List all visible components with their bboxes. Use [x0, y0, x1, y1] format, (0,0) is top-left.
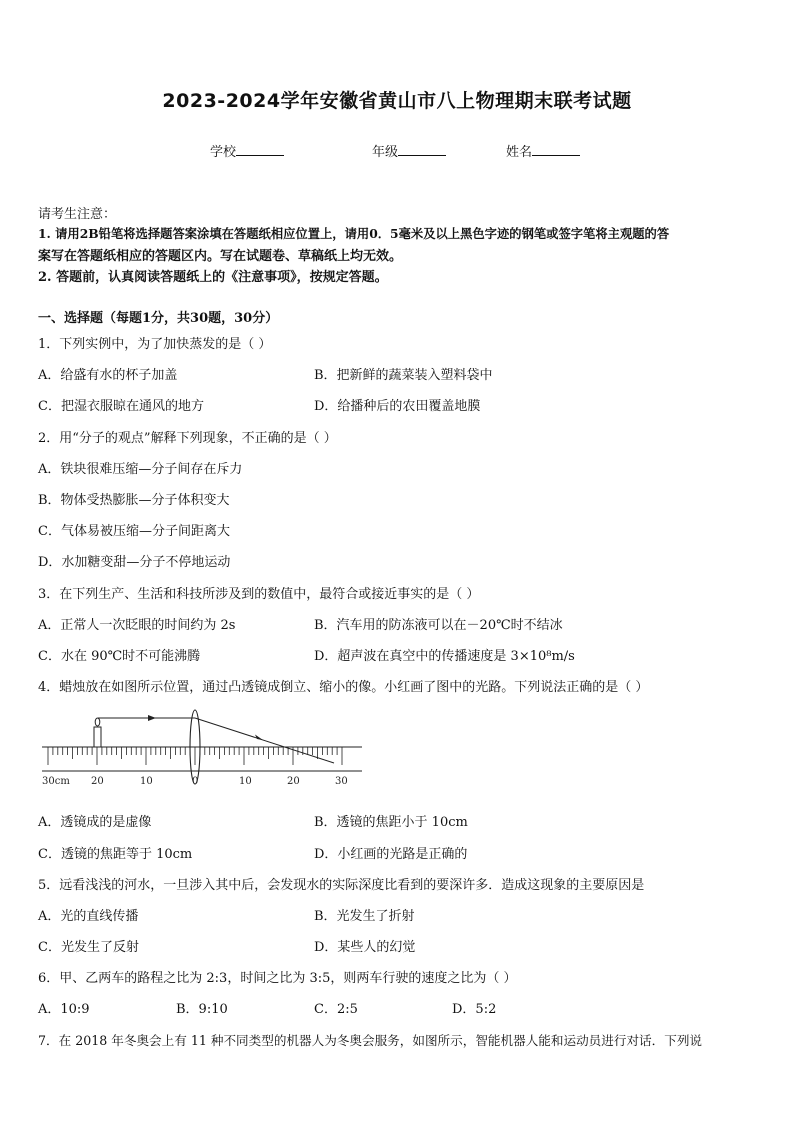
ray-arrow-icon [148, 715, 156, 721]
school-blank[interactable] [236, 143, 284, 156]
q5-option-a[interactable]: A．光的直线传播 [38, 909, 139, 924]
grade-field[interactable] [372, 141, 446, 160]
ruler-label-10-left: 10 [140, 776, 153, 787]
q6-option-d[interactable]: D．5:2 [452, 1002, 497, 1017]
q1-option-a[interactable]: A．给盛有水的杯子加盖 [38, 368, 178, 383]
q2-option-b[interactable]: B．物体受热膨胀—分子体积变大 [38, 493, 230, 508]
q2-stem: 2．用“分子的观点”解释下列现象，不正确的是（ ） [38, 431, 337, 446]
q5-stem: 5．远看浅浅的河水，一旦涉入其中后，会发现水的实际深度比看到的要深许多．造成这现象的主要原因是 [38, 878, 645, 893]
notice-line1a: 1. 请用2B铅笔将选择题答案涂填在答题纸相应位置上，请用0．5毫米及以上黑色字迹的钢笔或签字笔将主观题的答 [38, 226, 670, 241]
q2-option-a[interactable]: A．铁块很难压缩—分子间存在斥力 [38, 462, 243, 477]
q6-option-a[interactable]: A．10:9 [38, 1002, 90, 1017]
q6-option-b[interactable]: B．9:10 [176, 1002, 228, 1017]
q3-stem: 3．在下列生产、生活和科技所涉及到的数值中，最符合或接近事实的是（ ） [38, 587, 480, 602]
name-blank[interactable] [532, 143, 580, 156]
notice-heading: 请考生注意： [38, 207, 117, 222]
q2-option-c[interactable]: C．气体易被压缩—分子间距离大 [38, 524, 230, 539]
q7-stem: 7．在 2018 年冬奥会上有 11 种不同类型的机器人为冬奥会服务，如图所示，智能机器人能和运动员进行对话．下列说 [38, 1033, 703, 1048]
q1-option-b[interactable]: B．把新鲜的蔬菜装入塑料袋中 [314, 368, 493, 383]
q5-option-b[interactable]: B．光发生了折射 [314, 909, 415, 924]
q4-stem: 4．蜡烛放在如图所示位置，通过凸透镜成倒立、缩小的像。小红画了图中的光路。下列说法正确的是（ ） [38, 680, 649, 695]
q6-stem: 6．甲、乙两车的路程之比为 2:3，时间之比为 3:5，则两车行驶的速度之比为（ ） [38, 971, 517, 986]
ruler-ticks [48, 747, 342, 765]
ruler-labels [42, 776, 348, 787]
optical-bench-ruler [42, 747, 362, 771]
q1-option-c[interactable]: C．把湿衣服晾在通风的地方 [38, 399, 204, 414]
q4-option-a[interactable]: A．透镜成的是虚像 [38, 815, 152, 830]
section-heading: 一、选择题（每题1分，共30题，30分） [38, 311, 279, 326]
q3-option-b[interactable]: B．汽车用的防冻液可以在－20℃时不结冰 [314, 618, 563, 633]
notice-line1b: 案写在答题纸相应的答题区内。写在试题卷、草稿纸上均无效。 [38, 249, 403, 264]
page-title: 2023-2024学年安徽省黄山市八上物理期末联考试题 [162, 90, 632, 112]
lens-ray-diagram [36, 705, 376, 793]
q3-option-d[interactable]: D．超声波在真空中的传播速度是 3×10⁸m/s [314, 649, 575, 664]
candle [94, 718, 101, 747]
ruler-label-20-right: 20 [287, 776, 300, 787]
ruler-label-10-right: 10 [239, 776, 252, 787]
notice-line2: 2. 答题前，认真阅读答题纸上的《注意事项》，按规定答题。 [38, 270, 388, 285]
q5-option-c[interactable]: C．光发生了反射 [38, 940, 139, 955]
light-ray [98, 715, 334, 763]
grade-blank[interactable] [398, 143, 446, 156]
q3-option-c[interactable]: C．水在 90℃时不可能沸腾 [38, 649, 201, 664]
q4-option-b[interactable]: B．透镜的焦距小于 10cm [314, 815, 468, 830]
ruler-label-30-right: 30 [335, 776, 348, 787]
q4-option-d[interactable]: D．小红画的光路是正确的 [314, 847, 468, 862]
q5-option-d[interactable]: D．某些人的幻觉 [314, 940, 416, 955]
name-field[interactable] [506, 141, 580, 160]
ruler-label-20-left: 20 [91, 776, 104, 787]
q1-option-d[interactable]: D．给播种后的农田覆盖地膜 [314, 399, 481, 414]
q1-stem: 1．下列实例中，为了加快蒸发的是（ ） [38, 337, 272, 352]
school-field[interactable] [210, 141, 284, 160]
grade-label: 年级 [372, 145, 399, 160]
ruler-label-0: 0 [192, 776, 199, 787]
q6-option-c[interactable]: C．2:5 [314, 1002, 358, 1017]
q4-option-c[interactable]: C．透镜的焦距等于 10cm [38, 847, 193, 862]
school-label: 学校 [210, 145, 237, 160]
name-label: 姓名 [506, 145, 533, 160]
ruler-label-30cm-left: 30cm [42, 776, 70, 787]
q2-option-d[interactable]: D．水加糖变甜—分子不停地运动 [38, 555, 231, 570]
q3-option-a[interactable]: A．正常人一次眨眼的时间约为 2s [38, 618, 236, 633]
